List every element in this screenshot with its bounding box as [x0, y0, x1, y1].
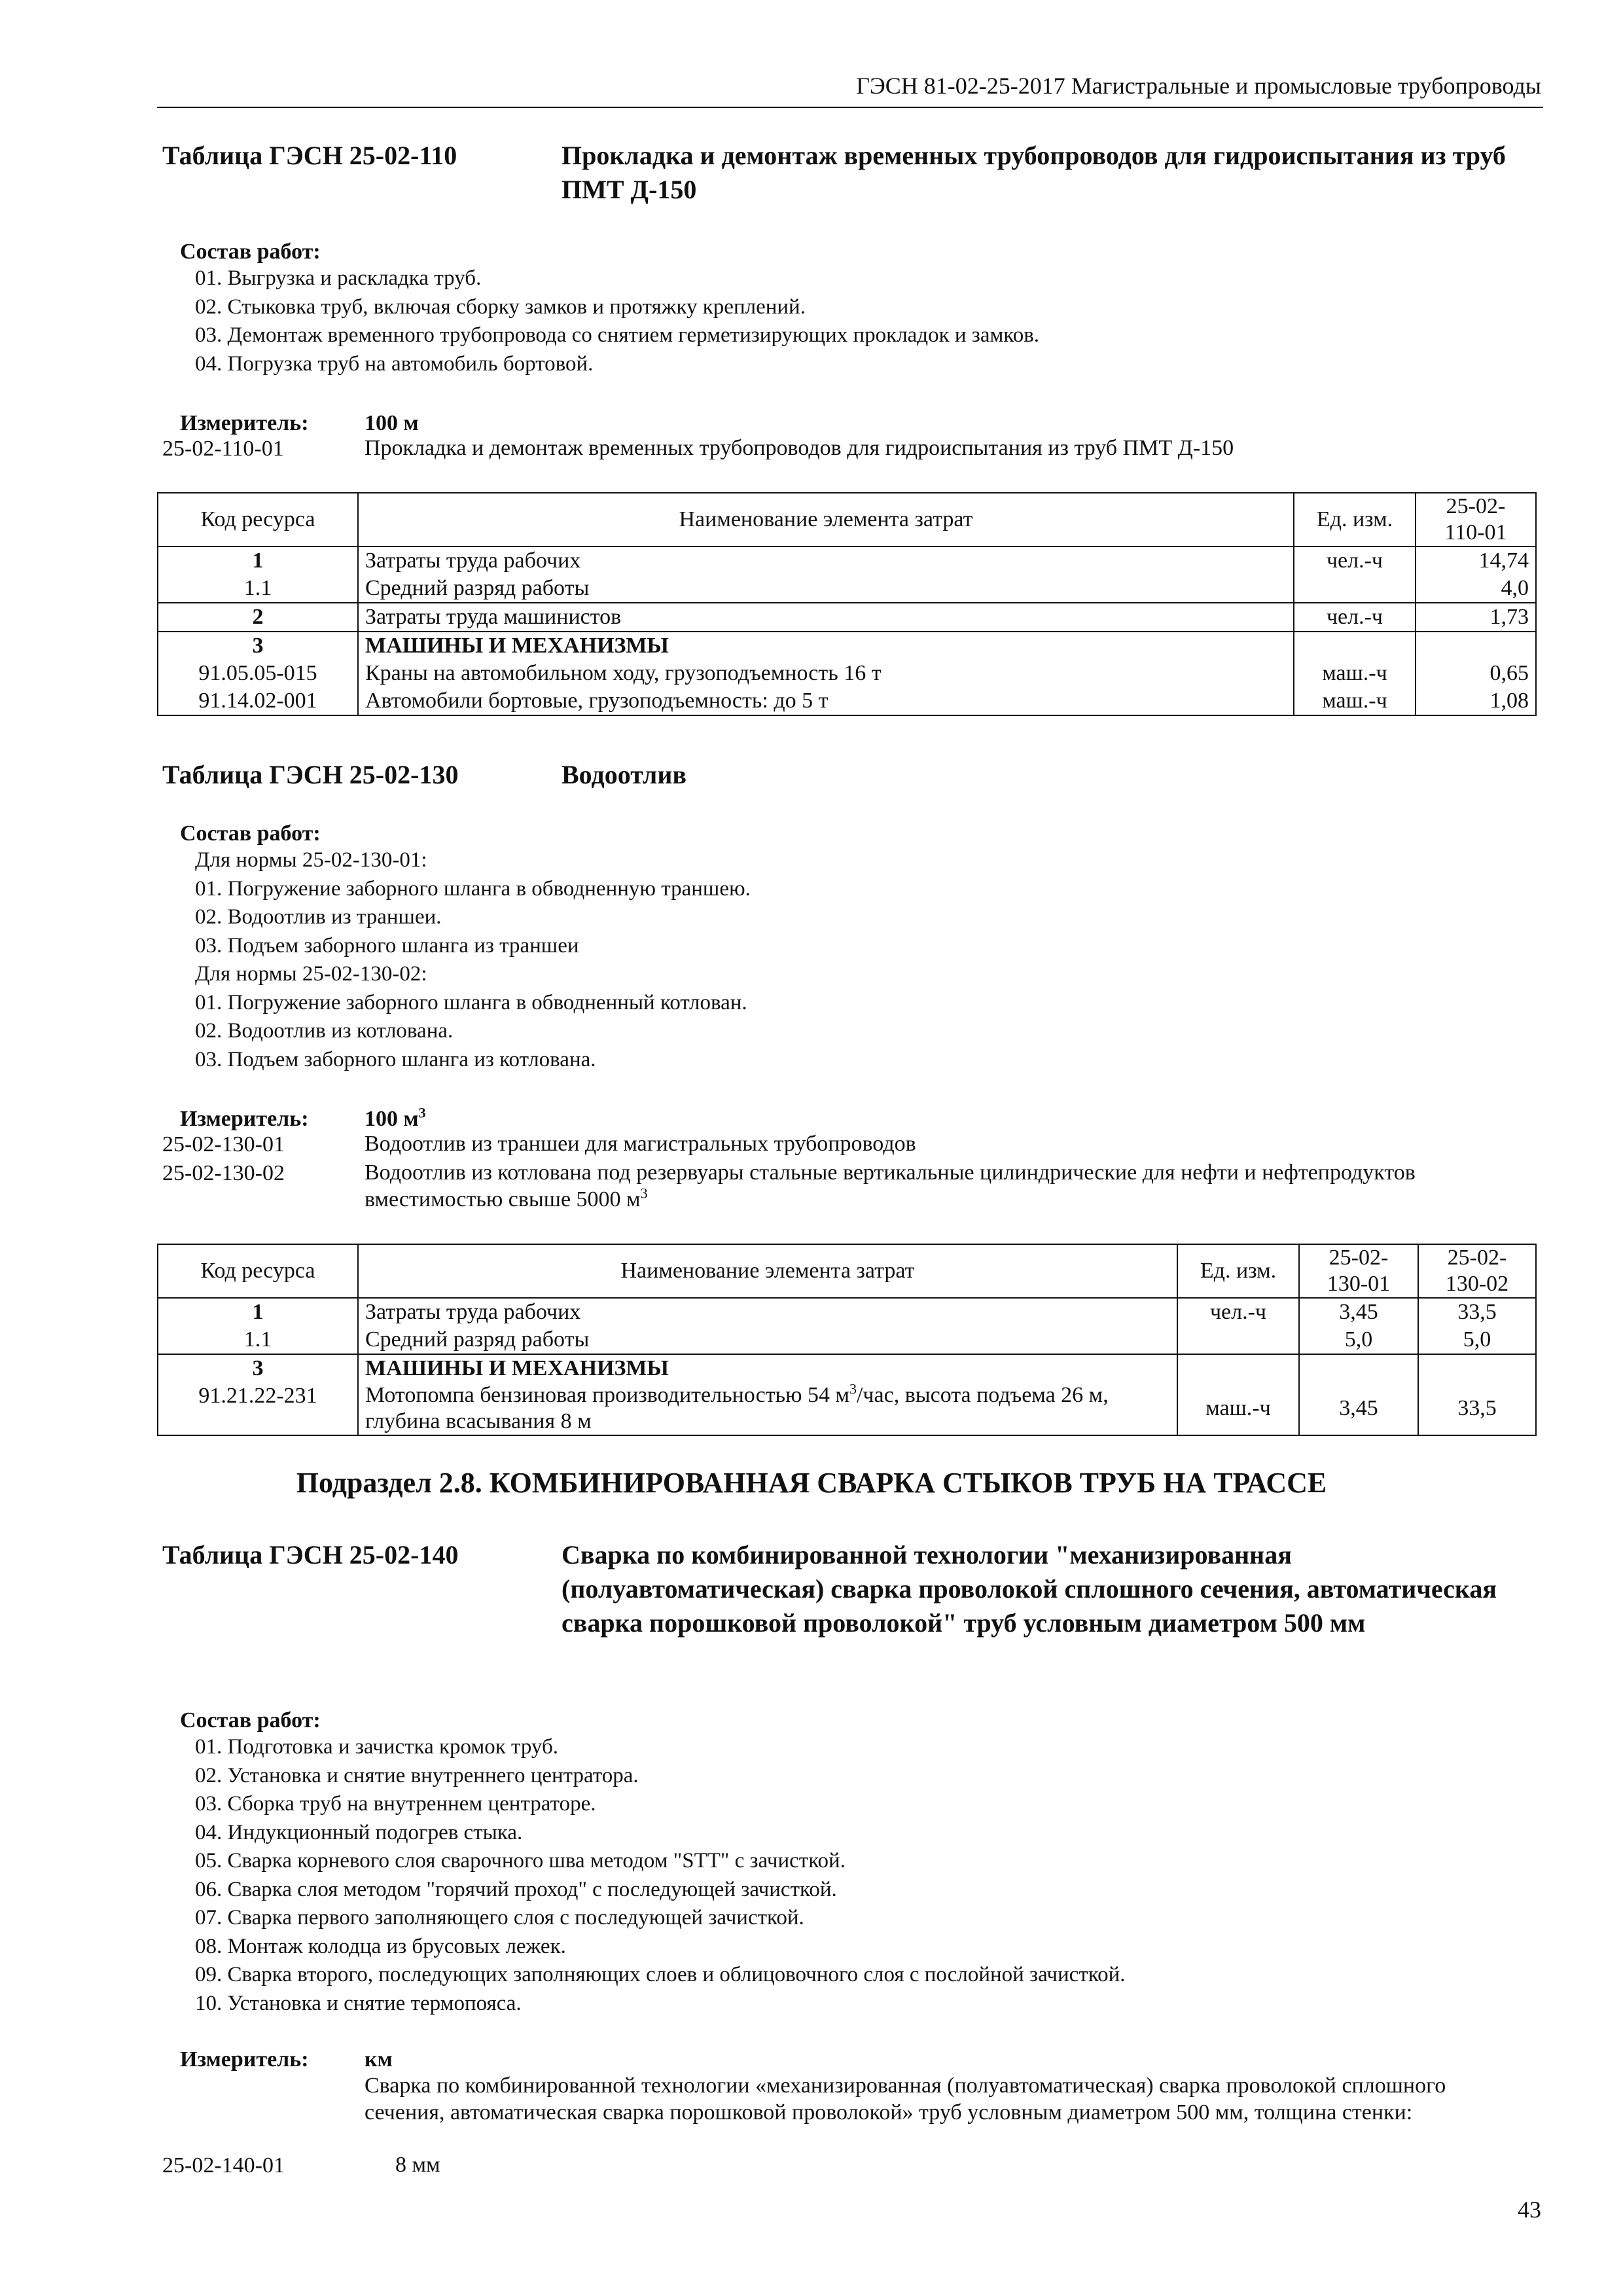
table-110-resources [157, 492, 1537, 716]
page-number: 43 [1518, 2197, 1541, 2223]
norm-description: Прокладка и демонтаж временных трубопроводов для гидроиспытания из труб ПМТ Д-150 [365, 436, 1234, 460]
cell-value-1: 3,45 [1299, 1382, 1418, 1435]
cell-value: 14,74 [1416, 547, 1536, 575]
table-110-works-label: Состав работ: [180, 240, 321, 264]
work-item: 01. Погружение заборного шланга в обводненный котлован. [195, 990, 747, 1014]
cell-unit: чел.-ч [1294, 603, 1416, 632]
work-item: 03. Демонтаж временного трубопровода со снятием герметизирующих прокладок и замков. [195, 323, 1040, 347]
col-header-norm: 25-02- 110-01 [1416, 493, 1536, 547]
cell-unit [1294, 575, 1416, 603]
col-header-norm-1: 25-02- 130-01 [1299, 1244, 1418, 1298]
table-row [158, 575, 1536, 603]
work-item: 01. Погружение заборного шланга в обводненную траншею. [195, 876, 751, 901]
work-item: 10. Установка и снятие термопояса. [195, 1991, 522, 2015]
table-row [158, 603, 1536, 632]
cell-unit [1294, 632, 1416, 660]
cell-name: Мотопомпа бензиновая производительностью 54 $м^3$/час, высота подъема 26 м, глубина всасывания 8 м [358, 1382, 1177, 1435]
table-130-works-label: Состав работ: [180, 821, 321, 846]
table-140-title: Таблица ГЭСН 25-02-140 [162, 1540, 459, 1570]
table-row [158, 632, 1536, 660]
cell-value: 0,65 [1416, 660, 1536, 687]
work-item: 02. Водоотлив из котлована. [195, 1019, 454, 1043]
norm-description: Водоотлив из котлована под резервуары стальные вертикальные цилиндрические для нефти и нефтепродуктов вместимостью свыше 5000 $м^3$ [365, 1160, 1416, 1212]
cell-value-1: 3,45 [1299, 1298, 1418, 1326]
table-110-measure-label: Измеритель: [180, 411, 309, 435]
cell-name: Средний разряд работы [358, 575, 1294, 603]
work-item: 03. Сборка труб на внутреннем центраторе. [195, 1792, 596, 1816]
cell-value-2 [1418, 1354, 1536, 1382]
table-row [158, 1298, 1536, 1326]
table-header-row [158, 493, 1536, 547]
cell-code: 91.21.22-231 [158, 1382, 358, 1435]
table-110-measure-unit: 100 м [365, 411, 419, 435]
cell-unit [1177, 1354, 1299, 1382]
col-header-unit: Ед. изм. [1294, 493, 1416, 547]
table-140-name: Сварка по комбинированной технологии "механизированная (полуавтоматическая) сварка проволокой сплошного сечения, автоматическая сварка порошковой проволокой" труб условным диаметром 500 мм [562, 1540, 1497, 1638]
table-140-works-label: Состав работ: [180, 1708, 321, 1732]
table-130-title: Таблица ГЭСН 25-02-130 [162, 760, 459, 789]
norm-code: 25-02-110-01 [162, 437, 284, 461]
cell-value [1416, 632, 1536, 660]
cell-value-1: 5,0 [1299, 1326, 1418, 1354]
table-130-measure-unit: 100 $м^3$ [365, 1104, 426, 1131]
work-item: 09. Сварка второго, последующих заполняющих слоев и облицовочного слоя с послойной зачисткой. [195, 1963, 1126, 1986]
cell-name: МАШИНЫ И МЕХАНИЗМЫ [358, 632, 1294, 660]
work-item: 06. Сварка слоя методом "горячий проход" с последующей зачисткой. [195, 1877, 837, 1901]
cell-name: Средний разряд работы [358, 1326, 1177, 1354]
col-header-code: Код ресурса [158, 1244, 358, 1298]
work-item: 08. Монтаж колодца из брусовых лежек. [195, 1934, 566, 1958]
work-item: 05. Сварка корневого слоя сварочного шва методом "STT" с зачисткой. [195, 1849, 846, 1873]
norm-description: 8 мм [395, 2153, 440, 2177]
table-row [158, 1326, 1536, 1354]
cell-unit: маш.-ч [1294, 687, 1416, 715]
table-140-works-list [195, 1733, 1126, 2018]
cell-code: 91.14.02-001 [158, 687, 358, 715]
cell-name: Затраты труда рабочих [358, 547, 1294, 575]
col-header-code: Код ресурса [158, 493, 358, 547]
table-row [158, 547, 1536, 575]
cell-value: 1,73 [1416, 603, 1536, 632]
cell-value-2: 33,5 [1418, 1382, 1536, 1435]
table-140-measure-description: Сварка по комбинированной технологии «механизированная (полуавтоматическая) сварка проволокой сплошного сечения, автоматическая сварка порошковой проволокой» труб условным диаметром 500 мм, толщина стенки: [365, 2073, 1446, 2125]
work-item: 03. Подъем заборного шланга из котлована. [195, 1047, 596, 1071]
cell-code: 2 [158, 603, 358, 632]
cell-unit: чел.-ч [1177, 1298, 1299, 1326]
norm-description: Водоотлив из траншеи для магистральных трубопроводов [365, 1132, 916, 1156]
cell-code: 1.1 [158, 1326, 358, 1354]
work-item: 04. Погрузка труб на автомобиль бортовой. [195, 351, 594, 376]
work-item: 07. Сварка первого заполняющего слоя с последующей зачисткой. [195, 1906, 804, 1929]
running-header: ГЭСН 81-02-25-2017 Магистральные и промысловые трубопроводы [856, 73, 1541, 99]
cell-value: 1,08 [1416, 687, 1536, 715]
subsection-heading: Подраздел 2.8. КОМБИНИРОВАННАЯ СВАРКА СТЫКОВ ТРУБ НА ТРАССЕ [296, 1467, 1327, 1499]
work-item: 01. Выгрузка и раскладка труб. [195, 266, 482, 290]
header-rule [157, 107, 1543, 108]
cell-name: МАШИНЫ И МЕХАНИЗМЫ [358, 1354, 1177, 1382]
cell-name: Автомобили бортовые, грузоподъемность: до 5 т [358, 687, 1294, 715]
cell-code: 3 [158, 1354, 358, 1382]
table-130-resources [157, 1244, 1537, 1436]
work-item: Для нормы 25-02-130-02: [195, 962, 427, 986]
norm-code: 25-02-130-01 [162, 1132, 285, 1157]
cell-name: Затраты труда машинистов [358, 603, 1294, 632]
table-110-works-list [195, 264, 1039, 378]
cell-code: 3 [158, 632, 358, 660]
cell-name: Затраты труда рабочих [358, 1298, 1177, 1326]
cell-code: 1 [158, 1298, 358, 1326]
cell-value-2: 5,0 [1418, 1326, 1536, 1354]
table-header-row [158, 1244, 1536, 1298]
norm-code: 25-02-130-02 [162, 1161, 285, 1185]
table-130-name: Водоотлив [562, 760, 687, 789]
table-110-title: Таблица ГЭСН 25-02-110 [162, 141, 457, 170]
table-130-measure-label: Измеритель: [180, 1107, 309, 1131]
table-140-measure-label: Измеритель: [180, 2047, 309, 2072]
col-header-norm-2: 25-02- 130-02 [1418, 1244, 1536, 1298]
norm-code: 25-02-140-01 [162, 2153, 285, 2178]
table-row [158, 1382, 1536, 1435]
col-header-name: Наименование элемента затрат [358, 1244, 1177, 1298]
cell-value-1 [1299, 1354, 1418, 1382]
col-header-name: Наименование элемента затрат [358, 493, 1294, 547]
work-item: 02. Стыковка труб, включая сборку замков и протяжку креплений. [195, 295, 806, 319]
work-item: 02. Водоотлив из траншеи. [195, 905, 442, 929]
cell-unit: маш.-ч [1177, 1382, 1299, 1435]
col-header-unit: Ед. изм. [1177, 1244, 1299, 1298]
work-item: 02. Установка и снятие внутреннего центратора. [195, 1763, 639, 1787]
table-row [158, 660, 1536, 687]
work-item: 04. Индукционный подогрев стыка. [195, 1820, 523, 1844]
cell-code: 1 [158, 547, 358, 575]
cell-name: Краны на автомобильном ходу, грузоподъемность 16 т [358, 660, 1294, 687]
work-item: 01. Подготовка и зачистка кромок труб. [195, 1735, 559, 1759]
table-row [158, 1354, 1536, 1382]
work-item: 03. Подъем заборного шланга из траншеи [195, 933, 579, 958]
cell-unit: чел.-ч [1294, 547, 1416, 575]
cell-value: 4,0 [1416, 575, 1536, 603]
cell-value-2: 33,5 [1418, 1298, 1536, 1326]
cell-code: 91.05.05-015 [158, 660, 358, 687]
cell-unit: маш.-ч [1294, 660, 1416, 687]
cell-code: 1.1 [158, 575, 358, 603]
table-110-name: Прокладка и демонтаж временных трубопроводов для гидроиспытания из труб ПМТ Д-150 [562, 141, 1506, 204]
table-130-works-list [195, 846, 751, 1074]
table-row [158, 687, 1536, 715]
table-140-measure-unit: км [365, 2047, 393, 2072]
cell-unit [1177, 1326, 1299, 1354]
work-item: Для нормы 25-02-130-01: [195, 848, 427, 872]
